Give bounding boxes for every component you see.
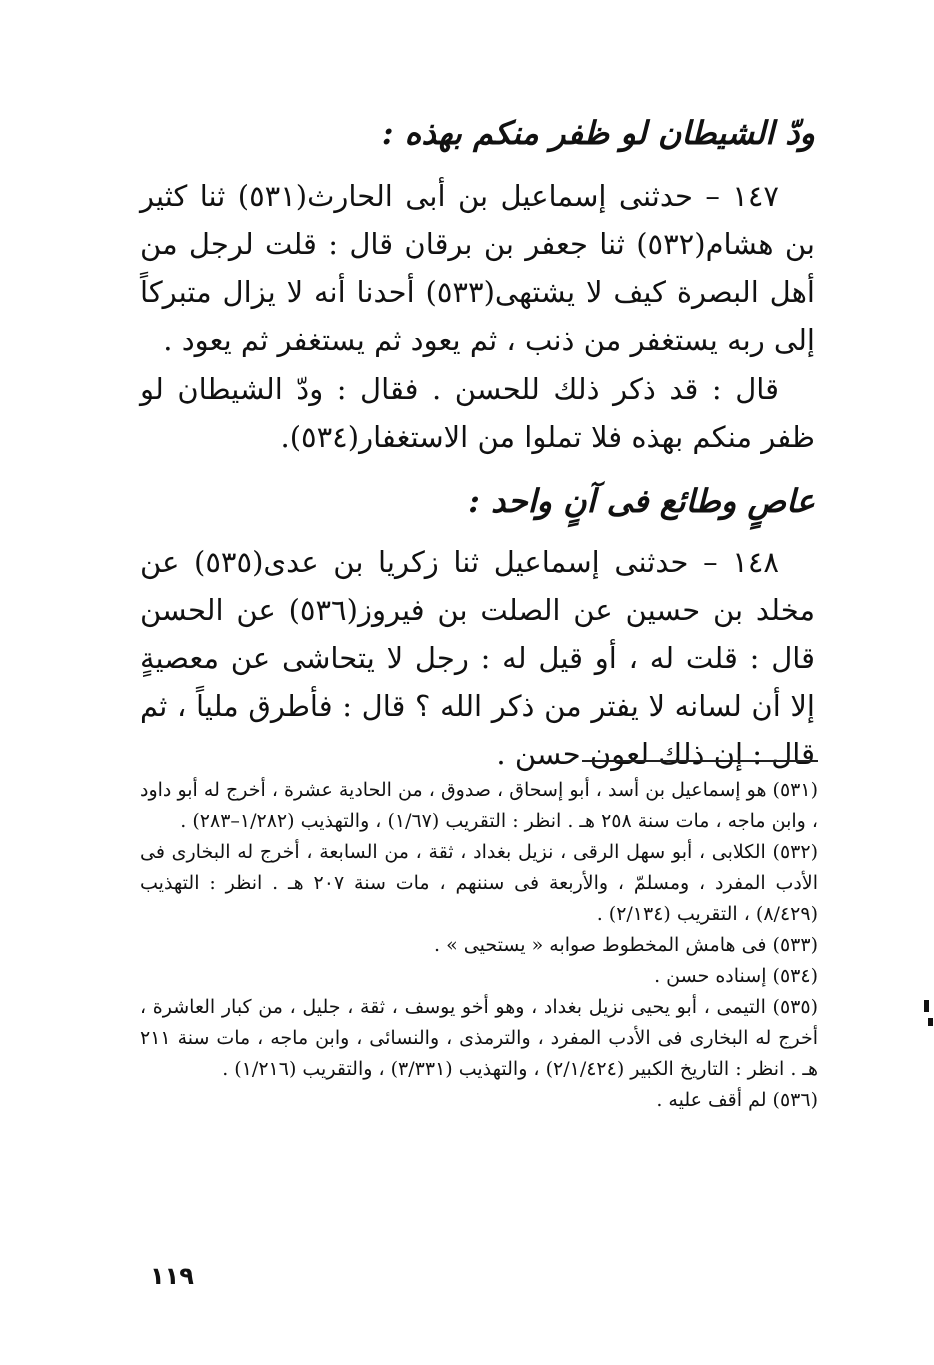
narration-147-continuation bbox=[140, 365, 815, 461]
footnote-separator bbox=[582, 760, 818, 762]
scan-speck bbox=[928, 1018, 933, 1026]
page-number: ١١٩ bbox=[150, 1262, 194, 1290]
section-heading-2: عاصٍ وطائع فى آنٍ واحد : bbox=[468, 482, 815, 520]
section-heading-1: ودّ الشيطان لو ظفر منكم بهذه : bbox=[381, 114, 815, 152]
narration-148-text: ١٤٨ – حدثنى إسماعيل ثنا زكريا بن عدى(٥٣٥) عن مخلد بن حسين عن الصلت بن فيروز(٥٣٦) عن الحسن قال : قلت له ، أو قيل له : رجل لا يتحاشى عن معصيةٍ إلا أن لسانه لا يفتر من ذكر الله ؟ قال : فأطرق ملياً ، ثم قال : إن ذلك لعون حسن . bbox=[140, 545, 815, 771]
footnote-535: (٥٣٥) التيمى ، أبو يحيى نزيل بغداد ، وهو أخو يوسف ، ثقة ، جليل ، من كبار العاشرة ، أخرج له البخارى فى الأدب المفرد ، والترمذى ، والنسائى ، وابن ماجه ، مات سنة ٢١١ هـ . انظر : التاريخ الكبير (٢/١/٤٢٤) ، والتهذيب (٣/٣٣١) ، والتقريب (١/٢١٦) . bbox=[140, 996, 818, 1080]
footnote-536: (٥٣٦) لم أقف عليه . bbox=[656, 1089, 818, 1111]
narration-148 bbox=[140, 538, 815, 778]
footnote-533: (٥٣٣) فى هامش المخطوط صوابه « يستحيى » . bbox=[434, 934, 818, 956]
footnote-534: (٥٣٤) إسناده حسن . bbox=[654, 965, 818, 987]
narration-147 bbox=[140, 172, 815, 364]
footnote-531: (٥٣١) هو إسماعيل بن أسد ، أبو إسحاق ، صدوق ، من الحادية عشرة ، أخرج له أبو داود ، وابن ماجه ، مات سنة ٢٥٨ هـ . انظر : التقريب (١/٦٧) ، والتهذيب (١/٢٨٢–٢٨٣) . bbox=[140, 779, 818, 832]
scan-speck bbox=[924, 1000, 929, 1012]
footnote-532: (٥٣٢) الكلابى ، أبو سهل الرقى ، نزيل بغداد ، ثقة ، من السابعة ، أخرج له البخارى فى الأدب المفرد ، ومسلمّ ، والأربعة فى سننهم ، مات سنة ٢٠٧ هـ . انظر : التهذيب (٨/٤٢٩) ، التقريب (٢/١٣٤) . bbox=[140, 841, 818, 925]
footnotes bbox=[140, 775, 818, 1116]
narration-147-continuation-text: قال : قد ذكر ذلك للحسن . فقال : ودّ الشيطان لو ظفر منكم بهذه فلا تملوا من الاستغفار(٥٣٤). bbox=[140, 372, 815, 454]
narration-147-text: ١٤٧ – حدثنى إسماعيل بن أبى الحارث(٥٣١) ثنا كثير بن هشام(٥٣٢) ثنا جعفر بن برقان قال : قلت لرجل من أهل البصرة كيف لا يشتهى(٥٣٣) أحدنا أنه لا يزال متبركاً إلى ربه يستغفر من ذنب ، ثم يعود ثم يستغفر ثم يعود . bbox=[140, 179, 815, 357]
